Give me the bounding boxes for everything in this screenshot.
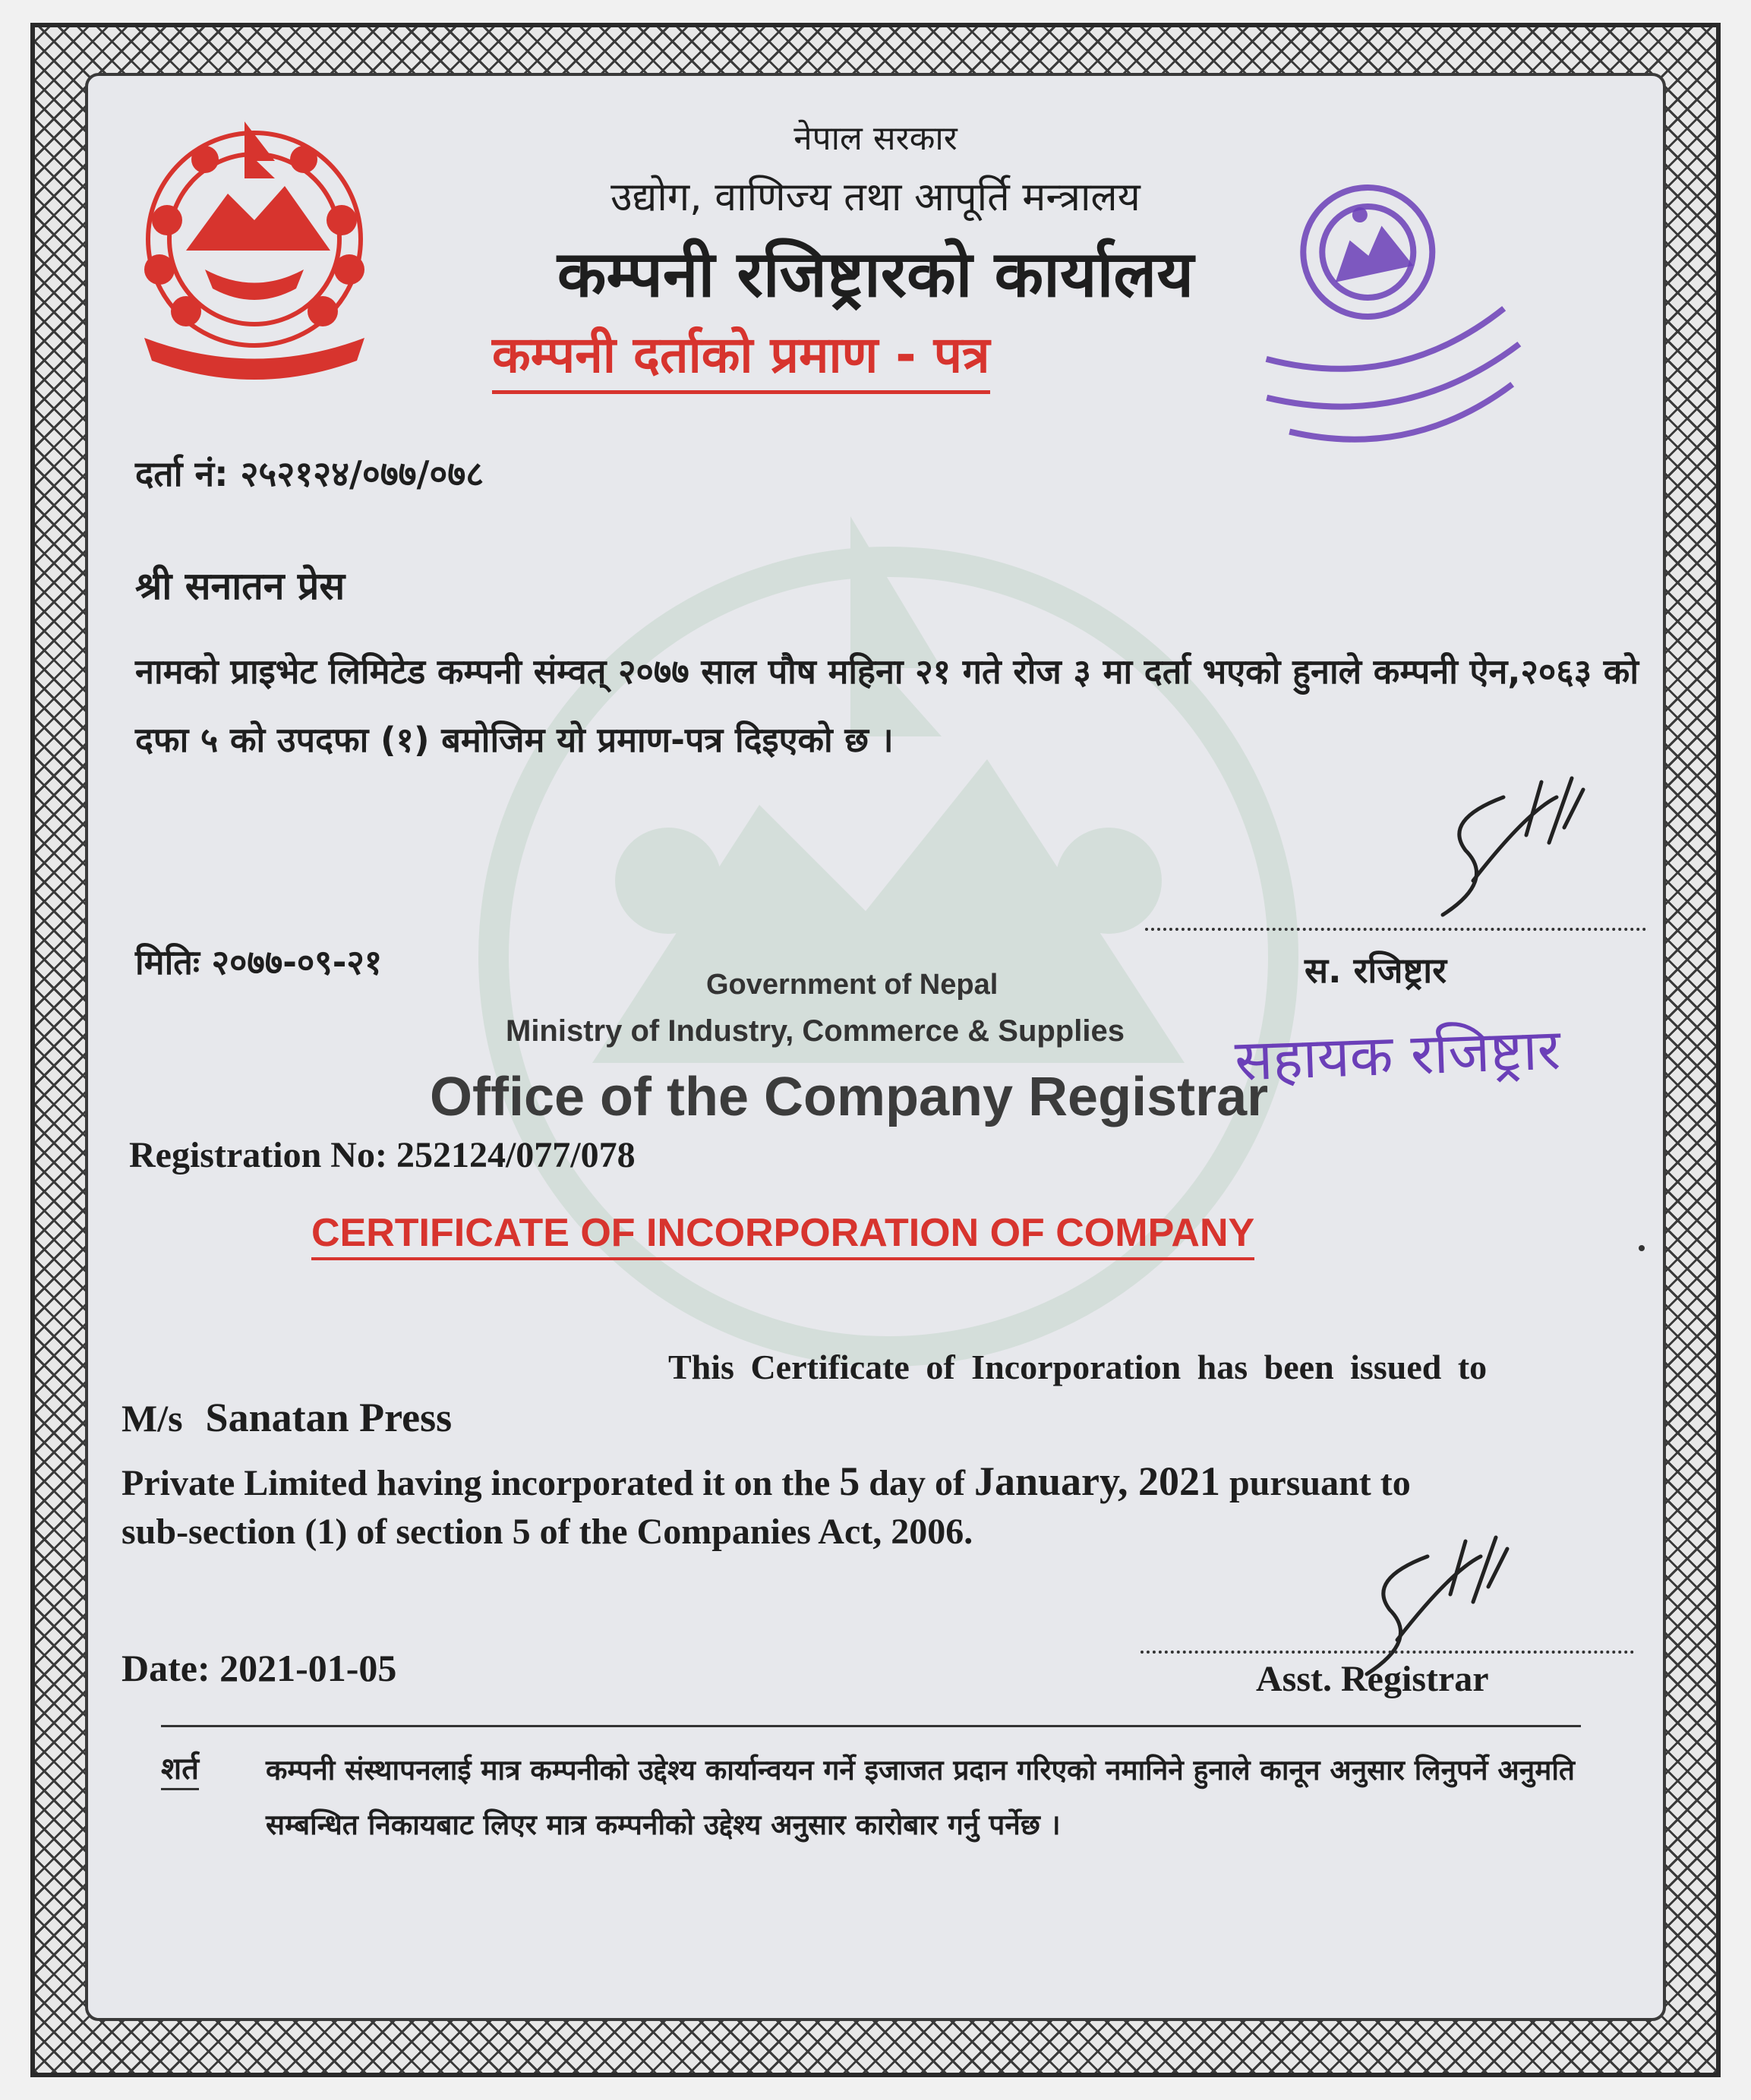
nepali-company-name: श्री सनातन प्रेस bbox=[135, 564, 345, 608]
body-text-c: pursuant to bbox=[1220, 1463, 1411, 1503]
english-office-heading: Office of the Company Registrar bbox=[430, 1067, 1269, 1127]
english-government-heading: Government of Nepal bbox=[706, 969, 999, 1001]
english-company-line bbox=[121, 1394, 452, 1441]
body-text-b: day of bbox=[860, 1463, 974, 1503]
watermark-emblem-icon bbox=[395, 486, 1382, 1397]
nepali-government-heading: नेपाल सरकार bbox=[793, 119, 958, 158]
english-signer-title: Asst. Registrar bbox=[1256, 1659, 1489, 1699]
english-signature-line bbox=[1141, 1651, 1634, 1654]
assistant-registrar-stamp: सहायक रजिष्ट्रार bbox=[1233, 1017, 1562, 1094]
english-registration-number: Registration No: 252124/077/078 bbox=[129, 1135, 636, 1175]
condition-text: कम्पनी संस्थापनलाई मात्र कम्पनीको उद्देश्य कार्यान्वयन गर्ने इजाजत प्रदान गरिएको नमानिने हुनाले कानून अनुसार लिनुपर्ने अनुमति सम्बन्धित निकायबाट लिएर मात्र कम्पनीको उद्देश्य अनुसार कारोबार गर्नु पर्नेछ । bbox=[266, 1754, 1576, 1841]
nepali-signer-title: स. रजिष्ट्रार bbox=[1305, 950, 1447, 991]
body-date: January, 2021 bbox=[973, 1458, 1221, 1504]
nepali-signature-line bbox=[1145, 928, 1646, 931]
english-body-line-2: sub-section (1) of section 5 of the Companies Act, 2006. bbox=[121, 1512, 973, 1552]
nepali-certificate-title: कम्पनी दर्ताको प्रमाण - पत्र bbox=[492, 319, 990, 394]
body-text-a: Private Limited having incorporated it on the bbox=[121, 1463, 840, 1503]
nepali-ministry-heading: उद्योग, वाणिज्य तथा आपूर्ति मन्त्रालय bbox=[610, 175, 1141, 220]
ink-dot bbox=[1639, 1245, 1645, 1251]
english-ministry-heading: Ministry of Industry, Commerce & Supplies bbox=[506, 1014, 1125, 1048]
nepali-date: मितिः २०७७-०९-२१ bbox=[135, 942, 383, 982]
condition-label: शर्त bbox=[161, 1746, 199, 1790]
english-company-name: Sanatan Press bbox=[205, 1395, 453, 1440]
english-date: Date: 2021-01-05 bbox=[121, 1647, 397, 1689]
nepali-certificate-body: नामको प्राइभेट लिमिटेड कम्पनी संम्वत् २०७७ साल पौष महिना २१ गते रोज ३ मा दर्ता भएको हुनाले कम्पनी ऐन,२०६३ को दफा ५ को उपदफा (१) बमोजिम यो प्रमाण-पत्र दिइएको छ । bbox=[135, 651, 1639, 760]
registrar-signature-icon bbox=[1412, 767, 1610, 926]
footer-divider bbox=[161, 1725, 1581, 1727]
english-certificate-title: CERTIFICATE OF INCORPORATION OF COMPANY bbox=[311, 1210, 1254, 1260]
nepali-office-heading: कम्पनी रजिष्ट्रारको कार्यालय bbox=[557, 237, 1194, 311]
body-day: 5 bbox=[839, 1458, 860, 1504]
english-issued-line: This Certificate of Incorporation has been issued to bbox=[668, 1348, 1488, 1386]
nepali-registration-number: दर्ता नं: २५२१२४/०७७/०७८ bbox=[135, 453, 484, 494]
english-body-line-1 bbox=[121, 1458, 1411, 1505]
ms-prefix: M/s bbox=[121, 1397, 183, 1439]
